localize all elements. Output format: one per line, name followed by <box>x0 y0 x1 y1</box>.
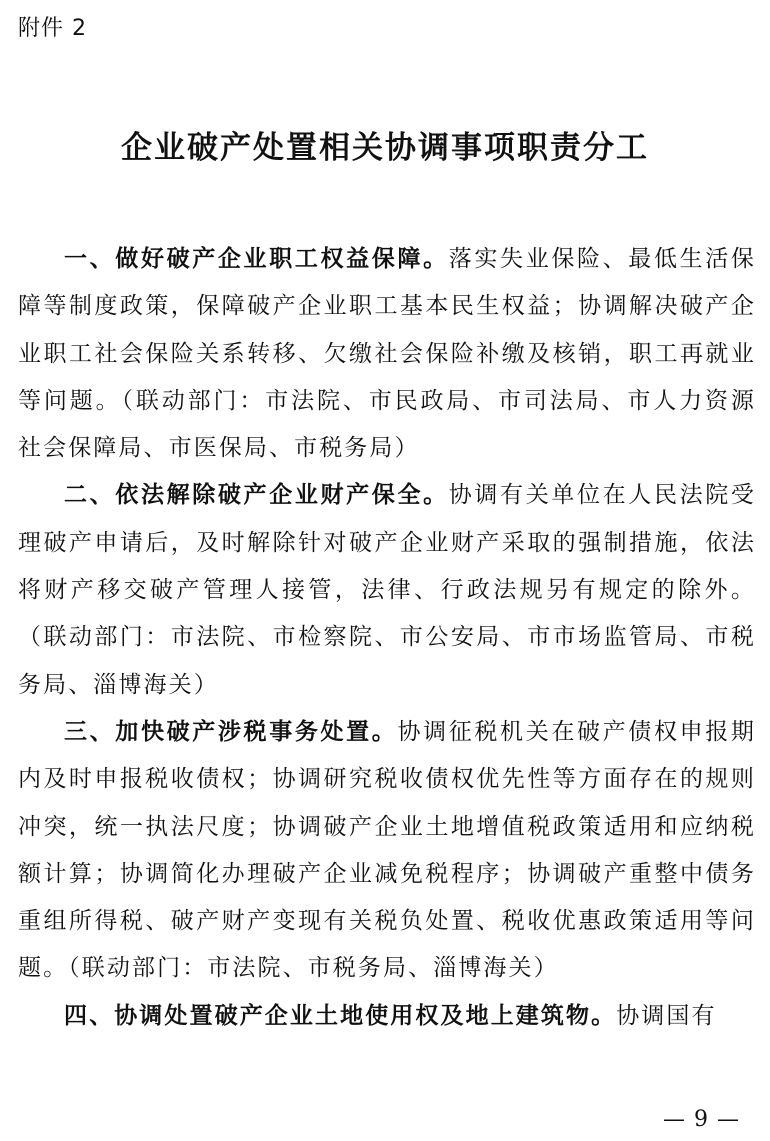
section-heading-2: 二、依法解除破产企业财产保全。 <box>64 482 449 509</box>
section-paragraph-2 <box>18 472 756 708</box>
page-number: — 9 — <box>663 1107 740 1132</box>
section-heading-3: 三、加快破产涉税事务处置。 <box>64 718 398 745</box>
section-text-4: 协调国有 <box>616 1002 717 1029</box>
document-body <box>18 236 756 1040</box>
section-text-2: 协调有关单位在人民法院受理破产申请后，及时解除针对破产企业财产采取的强制措施，依法将财产移交破产管理人接管，法律、行政法规另有规定的除外。（联动部门：市法院、市检察院、市公安局、市市场监管局、市税务局、淄博海关） <box>18 482 756 698</box>
section-heading-1: 一、做好破产企业职工权益保障。 <box>64 246 449 272</box>
section-text-1: 落实失业保险、最低生活保障等制度政策，保障破产企业职工基本民生权益；协调解决破产企业职工社会保险关系转移、欠缴社会保险补缴及核销，职工再就业等问题。（联动部门：市法院、市民政局、市司法局、市人力资源社会保障局、市医保局、市税务局） <box>18 246 756 462</box>
document-title: 企业破产处置相关协调事项职责分工 <box>121 130 649 166</box>
section-text-3: 协调征税机关在破产债权申报期内及时申报税收债权；协调研究税收债权优先性等方面存在的规则冲突，统一执法尺度；协调破产企业土地增值税政策适用和应纳税额计算；协调简化办理破产企业减免税程序；协调破产重整中债务重组所得税、破产财产变现有关税负处置、税收优惠政策适用等问题。（联动部门：市法院、市税务局、淄博海关） <box>18 718 756 982</box>
attachment-label: 附件 2 <box>18 16 87 41</box>
section-paragraph-4 <box>18 993 756 1040</box>
section-heading-4: 四、协调处置破产企业土地使用权及地上建筑物。 <box>64 1002 617 1029</box>
section-paragraph-3 <box>18 709 756 993</box>
section-paragraph-1 <box>18 236 756 472</box>
